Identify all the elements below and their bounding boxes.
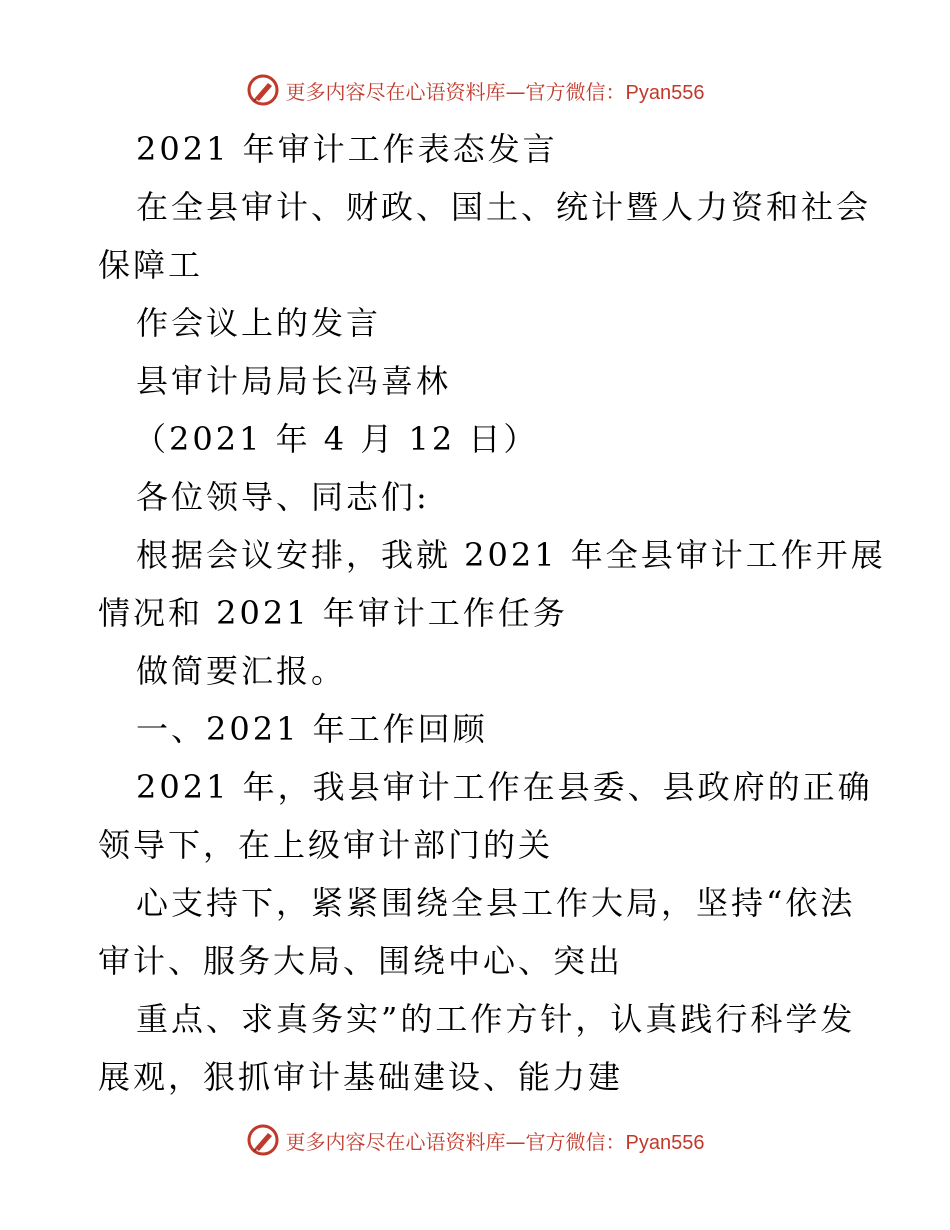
watermark-footer — [0, 1120, 950, 1160]
doc-subtitle-2: 保障工 — [98, 246, 204, 284]
watermark-handle: Pyan556 — [625, 1131, 705, 1154]
paragraph-line: 2021 年，我县审计工作在县委、县政府的正确 — [136, 768, 873, 806]
doc-subtitle-3: 作会议上的发言 — [136, 304, 382, 342]
doc-subtitle-1: 在全县审计、财政、国土、统计暨人力资和社会 — [136, 188, 872, 226]
watermark-header — [0, 70, 950, 110]
doc-salutation: 各位领导、同志们: — [136, 478, 430, 516]
paragraph-line: 根据会议安排，我就 2021 年全县审计工作开展 — [136, 536, 886, 574]
watermark-text: 更多内容尽在心语资料库—官方微信：Pyan556 — [285, 79, 705, 104]
paragraph-line: 审计、服务大局、围绕中心、突出 — [98, 942, 624, 980]
paragraph-line: 情况和 2021 年审计工作任务 — [98, 594, 568, 632]
paragraph-line: 心支持下，紧紧围绕全县工作大局，坚持“依法 — [136, 884, 856, 922]
paragraph-line: 重点、求真务实”的工作方针，认真践行科学发 — [136, 1000, 856, 1038]
section-heading: 一、2021 年工作回顾 — [136, 710, 488, 748]
doc-author: 县审计局局长冯喜林 — [136, 362, 452, 400]
watermark-text: 更多内容尽在心语资料库—官方微信：Pyan556 — [285, 1129, 705, 1154]
paragraph-line: 做简要汇报。 — [136, 652, 347, 690]
doc-date: （2021 年 4 月 12 日） — [134, 420, 539, 458]
doc-title: 2021 年审计工作表态发言 — [136, 130, 558, 168]
paragraph-line: 领导下，在上级审计部门的关 — [98, 826, 554, 864]
pen-seal-icon — [246, 1123, 280, 1157]
watermark-handle: Pyan556 — [625, 81, 705, 104]
paragraph-line: 展观，狠抓审计基础建设、能力建 — [98, 1058, 624, 1096]
pen-seal-icon — [246, 73, 280, 107]
